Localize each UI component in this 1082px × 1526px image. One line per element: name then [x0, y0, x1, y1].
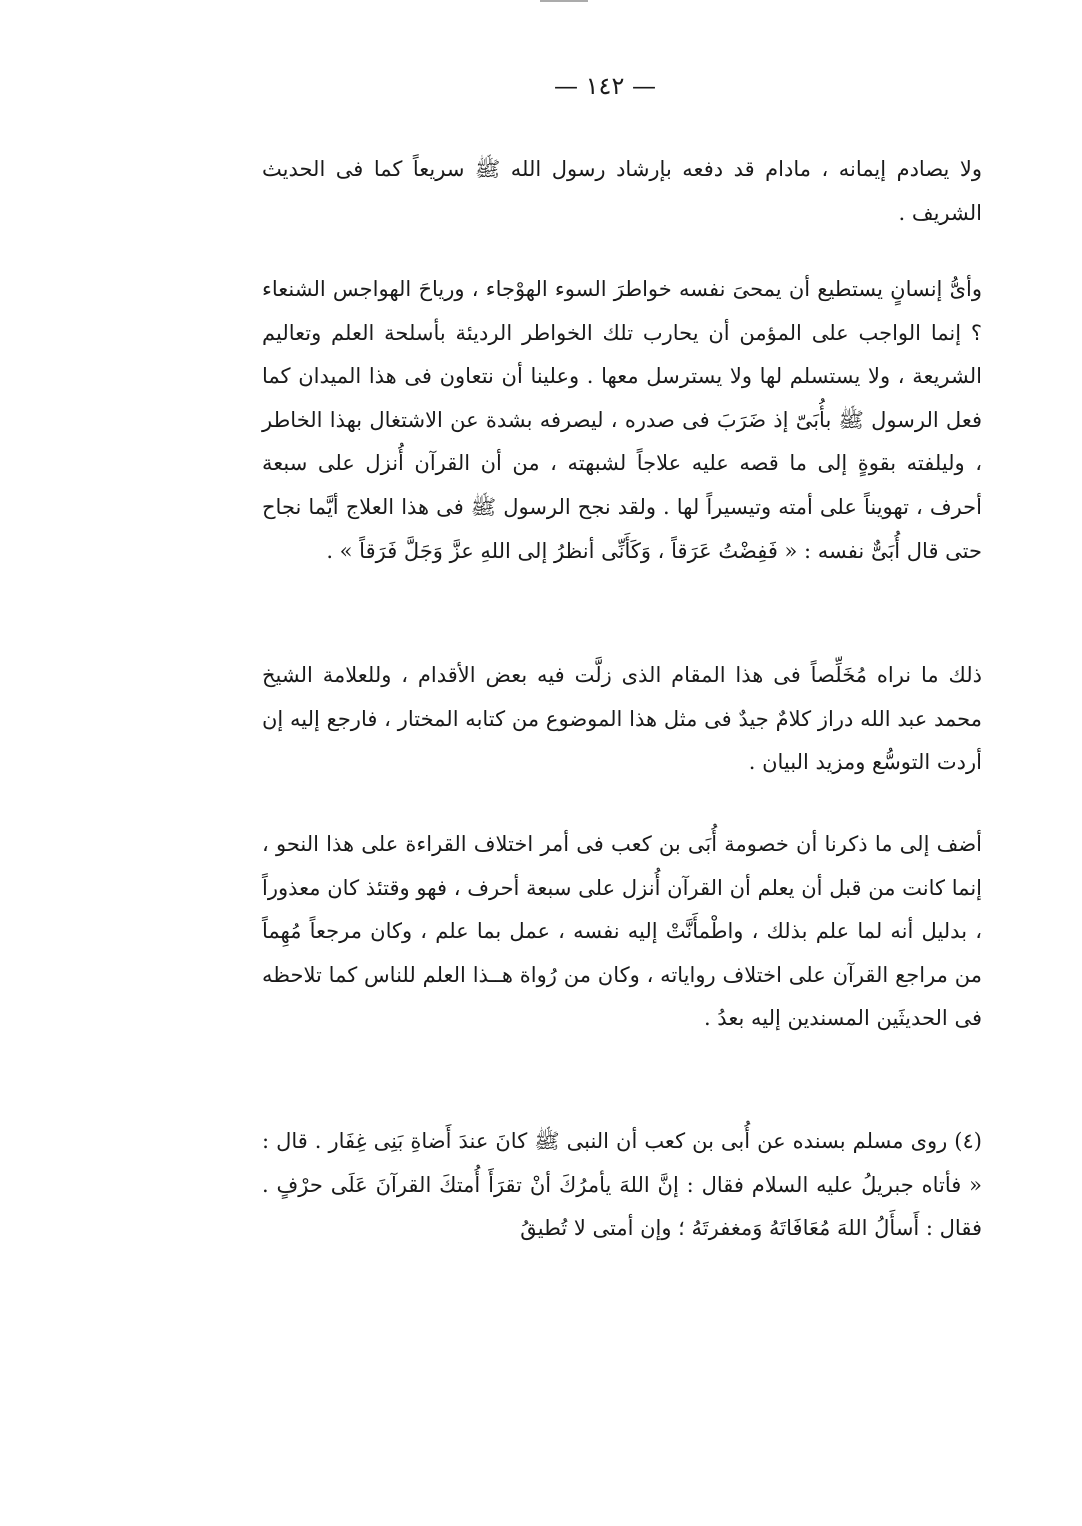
paragraph-2 [262, 268, 982, 573]
paragraph-5-text: (٤) روى مسلم بسنده عن أُبى بن كعب أن النبى ﷺ كانَ عندَ أَضاةِ بَنِى غِفَار . قال : « فأتاه جبريلُ عليه السلام فقال : إنَّ اللهَ يأمرُكَ أنْ تقرَأَ أُمتكَ القرآنَ عَلَى حرْفٍ . فقال : أَسأَلُ اللهَ مُعَافَاتَهُ وَمغفرتَهُ ؛ وإن أمتى لا تُطيقُ [262, 1129, 982, 1241]
paragraph-3-text: ذلك ما نراه مُخَلِّصاً فى هذا المقام الذى زلَّت فيه بعض الأقدام ، وللعلامة الشيخ محمد عبد الله دراز كلامٌ جيدٌ فى مثل هذا الموضوع من كتابه المختار ، فارجع إليه إن أردت التوسُّع ومزيد البيان . [262, 663, 982, 775]
paragraph-2-text: وأىُّ إنسانٍ يستطيع أن يمحىَ نفسه خواطرَ السوء الهوْجاء ، ورياحَ الهواجس الشنعاء ؟ إنما الواجب على المؤمن أن يحارب تلك الخواطر الرديئة بأسلحة العلم وتعاليم الشريعة ، ولا يستسلم لها ولا يسترسل معها . وعلينا أن نتعاون فى هذا الميدان كما فعل الرسول ﷺ بأُبَىّ إذ ضَرَبَ فى صدره ، ليصرفه بشدة عن الاشتغال بهذا الخاطر ، وليلفته بقوةٍ إلى ما قصه عليه علاجاً لشبهته ، من أن القرآن أُنزل على سبعة أحرف ، تهويناً على أمته وتيسيراً لها . ولقد نجح الرسول ﷺ فى هذا العلاج أيَّما نجاح حتى قال أُبَىٌّ نفسه : « فَفِضْتُ عَرَقاً ، وَكَأَنِّى أنظرُ إلى اللهِ عزَّ وَجَلَّ فَرَقاً » . [262, 277, 982, 563]
paragraph-1-text: ولا يصادم إيمانه ، مادام قد دفعه بإرشاد رسول الله ﷺ سريعاً كما فى الحديث الشريف . [262, 157, 982, 225]
paragraph-3 [262, 654, 982, 785]
paragraph-5 [262, 1120, 982, 1251]
top-scan-line [540, 0, 588, 2]
paragraph-4 [262, 823, 982, 1041]
paragraph-1 [262, 148, 982, 235]
paragraph-4-text: أضف إلى ما ذكرنا أن خصومة أُبَى بن كعب فى أمر اختلاف القراءة على هذا النحو ، إنما كانت من قبل أن يعلم أن القرآن أُنزل على سبعة أحرف ، فهو وقتئذ كان معذوراً ، بدليل أنه لما علم بذلك ، واطْمأَنَّتْ إليه نفسه ، عمل بما علم ، وكان مرجعاً مُهِماً من مراجع القرآن على اختلاف رواياته ، وكان من رُواة هــذا العلم للناس كما تلاحظه فى الحديثَين المسندين إليه بعدُ . [262, 832, 982, 1031]
page-number: — ١٤٢ — [554, 72, 656, 100]
